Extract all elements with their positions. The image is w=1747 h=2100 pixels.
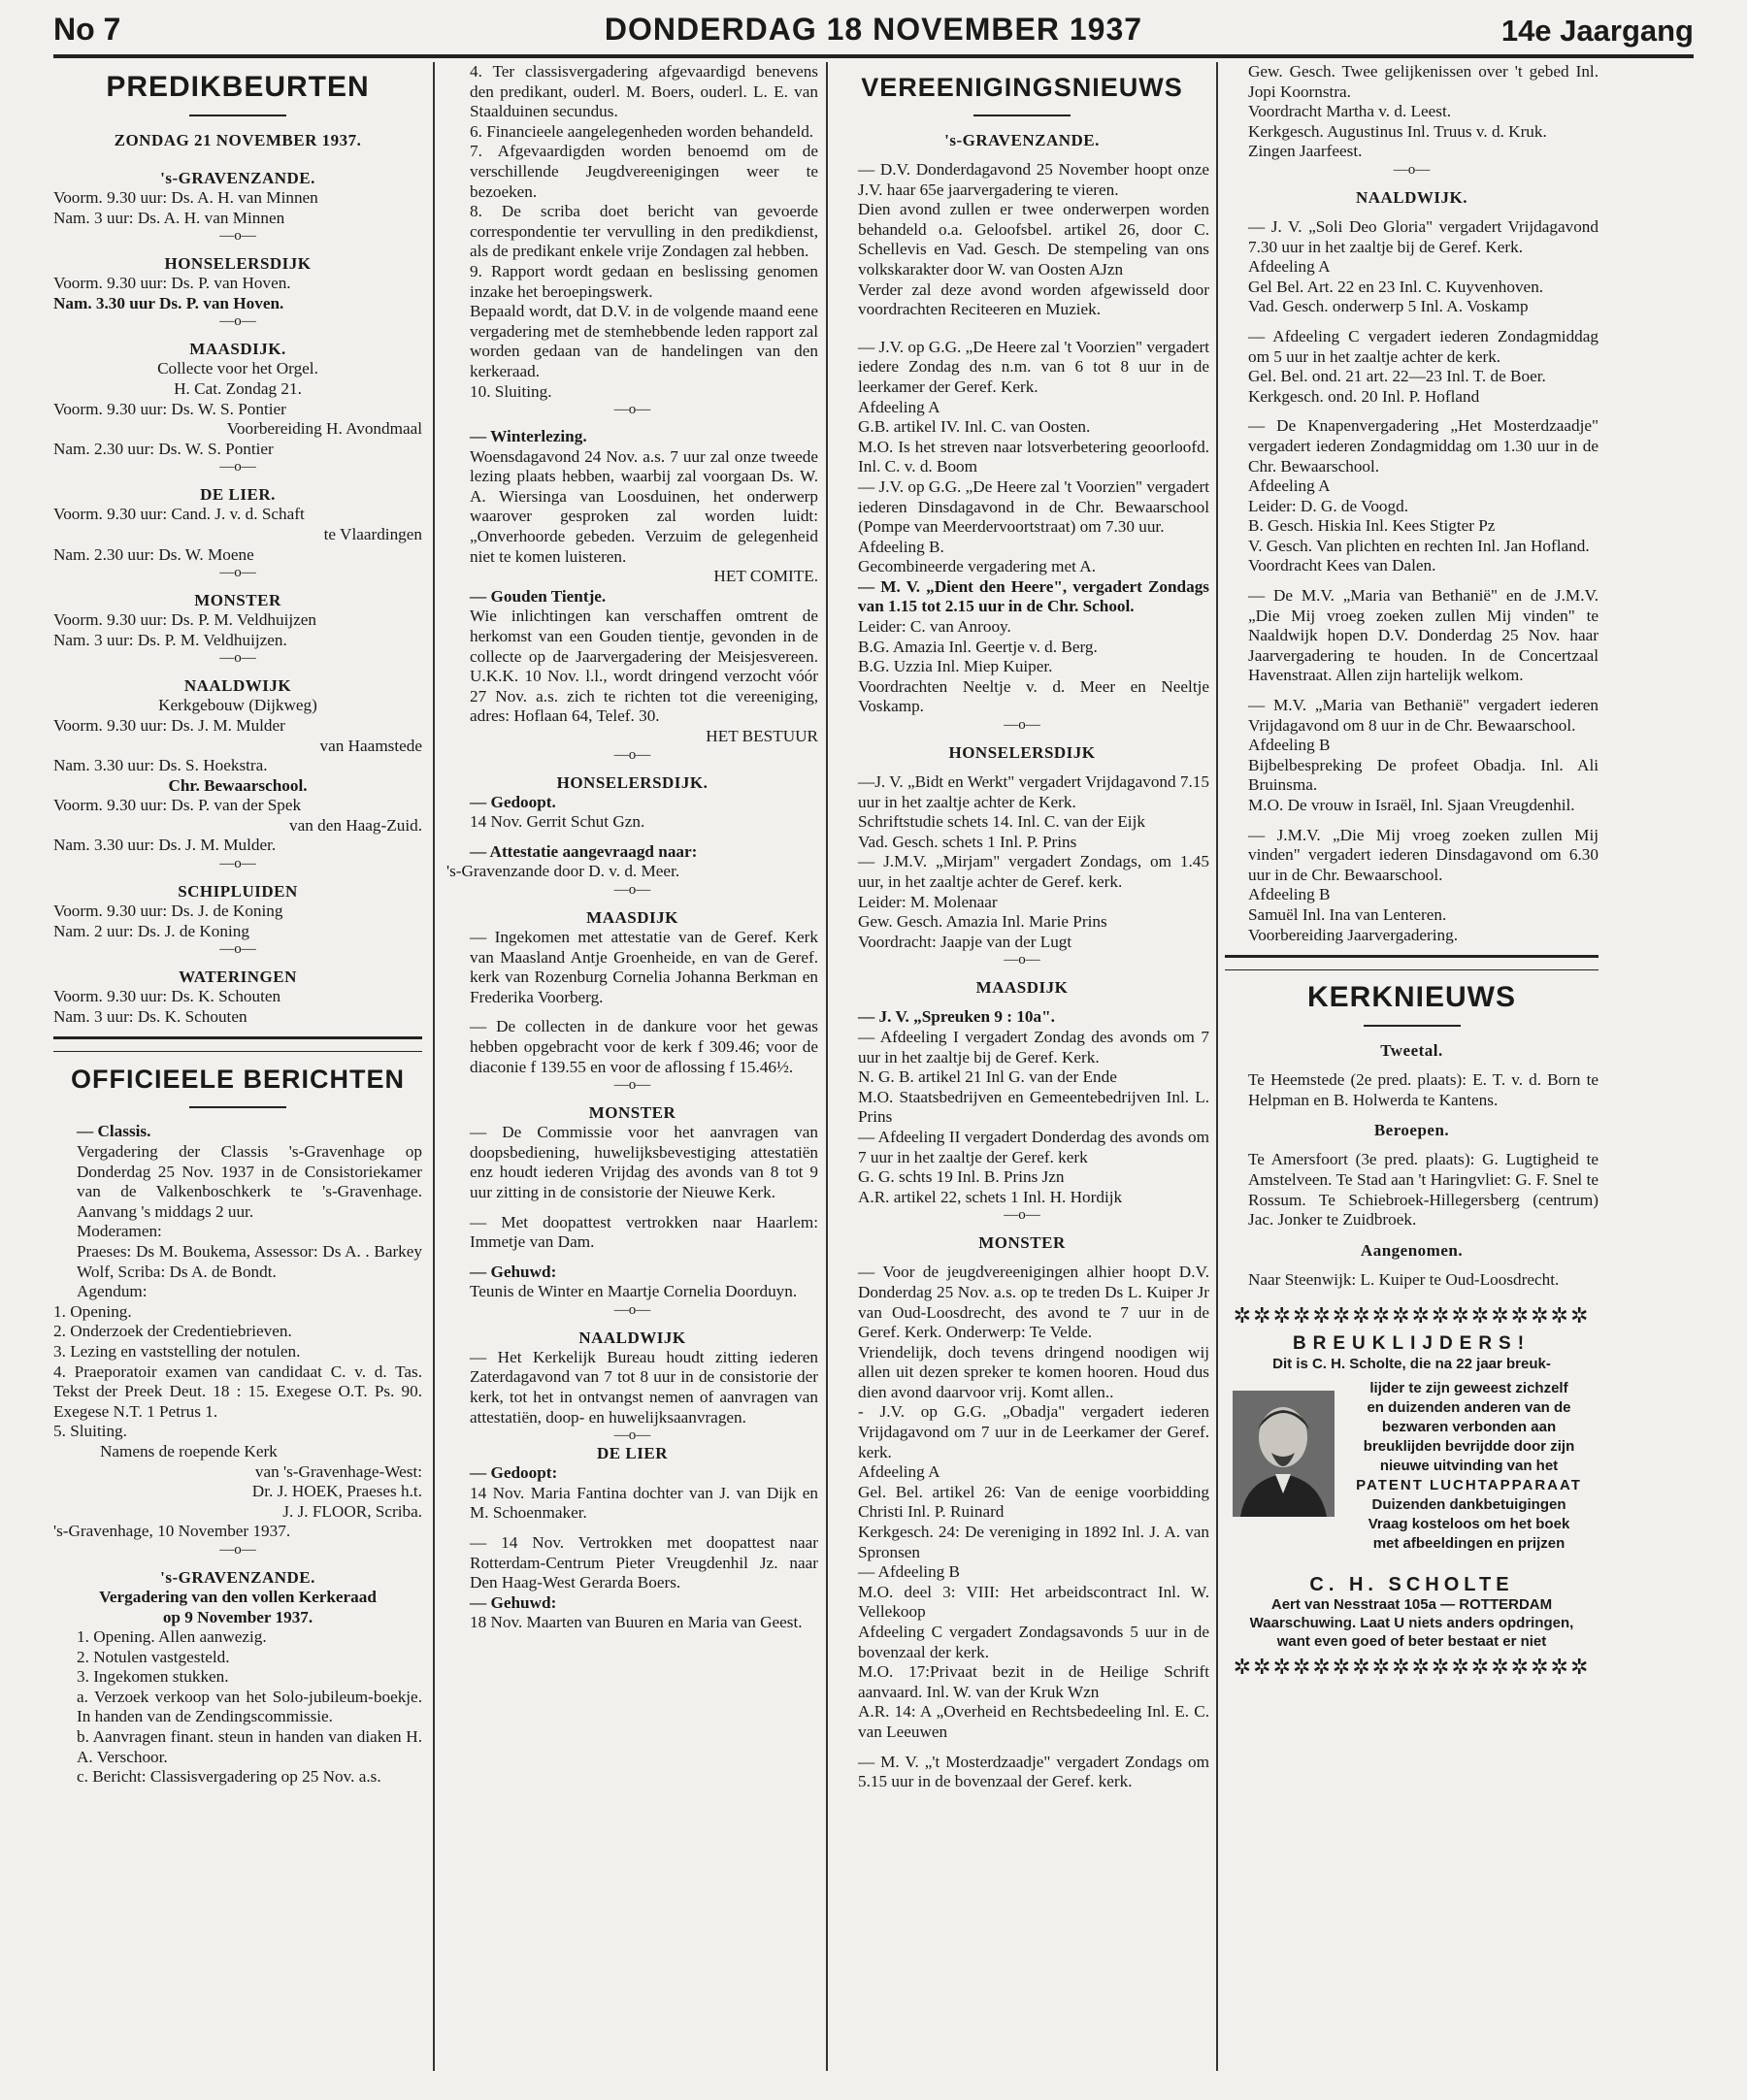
article-text: Afdeeling B. xyxy=(858,537,944,556)
signature: J. J. FLOOR, Scriba. xyxy=(282,1501,422,1521)
section-rule xyxy=(53,1036,422,1039)
ad-line: breuklijden bevrijdde door zijn xyxy=(1363,1437,1575,1455)
article-text: Voordracht Kees van Dalen. xyxy=(1248,556,1436,575)
place-heading: MONSTER xyxy=(588,1103,676,1123)
article-text: 14 Nov. Gerrit Schut Gzn. xyxy=(470,812,645,832)
article-text: Zingen Jaarfeest. xyxy=(1248,142,1363,161)
service-line: Nam. 3 uur: Ds. P. M. Veldhuijzen. xyxy=(53,630,287,649)
article-subtitle: op 9 November 1937. xyxy=(162,1607,313,1626)
advertisement xyxy=(1225,1303,1599,1681)
agenda-item: 1. Opening. Allen aanwezig. xyxy=(77,1627,267,1647)
article-text: Woensdagavond 24 Nov. a.s. 7 uur zal onze tweede lezing plaats hebben, waarbij zal voorgaan Ds. W. A. Wiersinga van Loosduinen, het onderwerp waarover gesproken zal worden luidt: „Onverhoorde gebeden. Verzuim de gelegenheid niet te komen luisteren. xyxy=(470,446,818,566)
divider xyxy=(973,115,1071,116)
section-rule xyxy=(1225,955,1599,958)
article-text: Kerkgesch. Augustinus Inl. Truus v. d. Kruk. xyxy=(1248,121,1547,141)
article-text: B.G. Uzzia Inl. Miep Kuiper. xyxy=(858,657,1053,676)
article-text: — J.V. op G.G. „De Heere zal 't Voorzien" vergadert iederen Dinsdagavond in de Chr. Bewaarschool (Pompe van Meerdervoortstraat) om 7.30 uur. xyxy=(858,476,1209,537)
article-text: Voordracht: Jaapje van der Lugt xyxy=(858,932,1072,951)
ornament: —o— xyxy=(613,881,651,898)
place-heading: WATERINGEN xyxy=(179,968,297,987)
ornament: —o— xyxy=(1004,717,1040,734)
article-text: Te Heemstede (2e pred. plaats): E. T. v. d. Born te Helpman en B. Holwerda te Kantens. xyxy=(1248,1070,1599,1109)
article-text: M.O. Is het streven naar lotsverbetering geoorloofd. Inl. C. v. d. Boom xyxy=(858,437,1209,476)
agenda-item: 3. Lezing en vaststelling der notulen. xyxy=(53,1341,301,1361)
article-text: Voordracht Martha v. d. Leest. xyxy=(1248,102,1452,121)
article-text: — De Commissie voor het aanvragen van doopsbediening, huwelijksbevestiging attestatiën enz houdt iederen Vrijdag des avonds van 8 tot 9 uur zitting in de consistorie der Nieuwe Kerk. xyxy=(470,1123,818,1201)
service-line: Voorm. 9.30 uur: Ds. P. M. Veldhuijzen xyxy=(53,610,317,630)
ad-line: Duizenden dankbetuigingen xyxy=(1371,1495,1566,1513)
article-text: Gel. Bel. ond. 21 art. 22—23 Inl. T. de Boer. xyxy=(1248,367,1546,386)
article-text: M.O. deel 3: VIII: Het arbeidscontract Inl. W. Vellekoop xyxy=(858,1582,1209,1622)
service-line: Voorm. 9.30 uur: Ds. K. Schouten xyxy=(53,987,281,1006)
article-heading: — Gouden Tientje. xyxy=(470,586,607,606)
signature: van 's-Gravenhage-West: xyxy=(254,1461,422,1481)
article-text: —J. V. „Bidt en Werkt" vergadert Vrijdagavond 7.15 uur in het zaaltje achter de Kerk. xyxy=(858,772,1209,811)
service-date: ZONDAG 21 NOVEMBER 1937. xyxy=(114,131,362,149)
service-line: van Haamstede xyxy=(319,736,422,755)
column-3 xyxy=(835,62,1209,2090)
star-border: ✲✲✲✲✲✲✲✲✲✲✲✲✲✲✲✲✲✲ xyxy=(1233,1655,1591,1680)
article-text: Praeses: Ds M. Boukema, Assessor: Ds A. . Barkey Wolf, Scriba: Ds A. de Bondt. xyxy=(77,1242,422,1281)
article-text: Leider: C. van Anrooy. xyxy=(858,617,1011,637)
service-line: Voorm. 9.30 uur: Ds. P. van der Spek xyxy=(53,796,302,815)
ornament: —o— xyxy=(1393,161,1431,178)
ornament: —o— xyxy=(219,313,256,330)
article-text: — M.V. „Maria van Bethanië" vergadert iederen Vrijdagavond om 8 uur in de Chr. Bewaarschool. xyxy=(1248,696,1599,735)
star-border: ✲✲✲✲✲✲✲✲✲✲✲✲✲✲✲✲✲✲ xyxy=(1233,1304,1591,1329)
divider xyxy=(189,115,286,116)
article-text: 7. Afgevaardigden worden benoemd om de verschillende Jeugdvereenigingen weer te bezoeken. xyxy=(470,142,818,201)
ornament: —o— xyxy=(613,1301,651,1318)
place-heading: 's-GRAVENZANDE. xyxy=(160,1567,315,1587)
service-line: H. Cat. Zondag 21. xyxy=(174,378,302,398)
article-text: Vergadering der Classis 's-Gravenhage op Donderdag 25 Nov. 1937 in de Consistoriekamer van de Valkenboschkerk te 's-Gravenhage. Aanvang 's middags 2 uur. xyxy=(77,1142,422,1221)
article-text: Gecombineerde vergadering met A. xyxy=(858,557,1096,576)
column-divider xyxy=(433,62,435,2071)
church-name: Kerkgebouw (Dijkweg) xyxy=(158,696,317,715)
article-text: Schriftstudie schets 14. Inl. C. van der Eijk xyxy=(858,812,1145,832)
article-text: — Afdeeling C vergadert iederen Zondagmiddag om 5 uur in het zaaltje achter de kerk. xyxy=(1248,326,1599,366)
article-text: Afdeeling B xyxy=(1248,885,1331,904)
article-text: B.G. Amazia Inl. Geertje v. d. Berg. xyxy=(858,637,1098,656)
article-text: Kerkgesch. 24: De vereniging in 1892 Inl. J. A. van Spronsen xyxy=(858,1523,1209,1561)
article-text: Bijbelbespreking De profeet Obadja. Inl. Ali Bruinsma. xyxy=(1248,755,1599,795)
ad-line: PATENT LUCHTAPPARAAT xyxy=(1356,1476,1582,1493)
service-line: Voorm. 9.30 uur: Ds. W. S. Pontier xyxy=(53,399,286,418)
service-line: Voorm. 9.30 uur: Ds. J. M. Mulder xyxy=(53,715,285,735)
article-heading: Aangenomen. xyxy=(1360,1240,1464,1260)
ornament: —o— xyxy=(219,941,256,958)
article-text: — J.M.V. „Mirjam" vergadert Zondags, om 1.45 uur, in het zaaltje achter de Geref. kerk. xyxy=(858,852,1209,891)
place-heading: DE LIER. xyxy=(200,485,276,505)
article-text: 9. Rapport wordt gedaan en beslissing genomen inzake het beroepingswerk. xyxy=(470,261,818,301)
ad-line: nieuwe uitvinding van het xyxy=(1379,1457,1559,1474)
ornament: —o— xyxy=(219,1541,256,1558)
agenda-item: b. Aanvragen finant. steun in handen van diaken H. A. Verschoor. xyxy=(77,1727,422,1766)
article-text: — De Knapenvergadering „Het Mosterdzaadje" vergadert iederen Zondagmiddag om 1.30 uur in de Chr. Bewaarschool. xyxy=(1248,416,1599,476)
ad-line: lijder te zijn geweest zichzelf xyxy=(1369,1379,1568,1396)
service-line: Nam. 3 uur: Ds. A. H. van Minnen xyxy=(53,208,285,227)
article-text: G. G. schts 19 Inl. B. Prins Jzn xyxy=(858,1167,1065,1187)
place-heading: HONSELERSDIJK xyxy=(164,254,312,274)
article-heading: — Classis. xyxy=(77,1122,151,1141)
article-text: — 14 Nov. Vertrokken met doopattest naar Rotterdam-Centrum Pieter Vreugdenhil Jz. naar Den Haag-West Gerarda Boers. xyxy=(470,1533,818,1592)
signature: HET BESTUUR xyxy=(706,727,818,745)
article-text: — D.V. Donderdagavond 25 November hoopt onze J.V. haar 65e jaarvergadering te vieren. xyxy=(858,160,1209,199)
service-line: te Vlaardingen xyxy=(323,524,422,543)
place-heading: MAASDIJK xyxy=(586,907,678,927)
article-text: — De collecten in de dankure voor het gewas hebben opgebracht voor de kerk f 309.46; voor de diaconie f 139.55 en voor de aflossing f 15.46½. xyxy=(470,1017,818,1076)
article-text: — Ingekomen met attestatie van de Geref. Kerk van Maasland Antje Groenheide, en van de Geref. kerk van Rozenburg Cornelia Johanna Berkman en Frederika Voorberg. xyxy=(470,927,818,1006)
article-text: V. Gesch. Van plichten en rechten Inl. Jan Hofland. xyxy=(1248,536,1590,555)
place-heading: NAALDWIJK. xyxy=(1355,187,1468,207)
ornament: —o— xyxy=(613,1427,651,1444)
article-text: 10. Sluiting. xyxy=(470,381,552,401)
article-text: Kerkgesch. ond. 20 Inl. P. Hofland xyxy=(1248,386,1480,406)
agenda-item: c. Bericht: Classisvergadering op 25 Nov. a.s. xyxy=(77,1767,381,1787)
article-text: Gel. Bel. artikel 26: Van de eenige voorbidding Christi Inl. P. Ruinard xyxy=(858,1482,1209,1522)
article-text: Gew. Gesch. Twee gelijkenissen over 't gebed Inl. Jopi Koornstra. xyxy=(1248,62,1599,101)
article-text: — J.M.V. „Die Mij vroeg zoeken zullen Mij vinden" vergadert iederen Dinsdagavond om 6.30 uur in de Chr. Bewaarschool. xyxy=(1248,825,1599,884)
church-name: Chr. Bewaarschool. xyxy=(168,775,308,795)
place-heading: NAALDWIJK xyxy=(578,1328,686,1347)
ad-warning: want even goed of beter bestaat er niet xyxy=(1276,1632,1547,1650)
article-text: Afdeeling A xyxy=(858,397,940,416)
article-text: — Afdeeling B xyxy=(858,1562,961,1582)
service-line: Nam. 3 uur: Ds. K. Schouten xyxy=(53,1006,247,1026)
article-text: - J.V. op G.G. „Obadja" vergadert iederen Vrijdagavond om 7 uur in de Leerkamer der Geref. kerk. xyxy=(858,1402,1209,1461)
article-heading: Beroepen. xyxy=(1373,1121,1450,1140)
column-1 xyxy=(53,62,422,2090)
article-text: — Met doopattest vertrokken naar Haarlem: Immetje van Dam. xyxy=(470,1212,818,1252)
article-text: A.R. 14: A „Overheid en Rechtsbedeeling Inl. E. C. van Leeuwen xyxy=(858,1702,1209,1741)
article-text: A.R. artikel 22, schets 1 Inl. H. Hordijk xyxy=(858,1187,1123,1206)
place-heading: SCHIPLUIDEN xyxy=(178,882,298,902)
article-text: Voorbereiding Jaarvergadering. xyxy=(1248,925,1459,944)
service-line: Nam. 2.30 uur: Ds. W. S. Pontier xyxy=(53,439,274,458)
article-text: Afdeeling B xyxy=(1248,736,1331,755)
article-heading: Tweetal. xyxy=(1380,1041,1443,1061)
article-text: Voordrachten Neeltje v. d. Meer en Neeltje Voskamp. xyxy=(858,676,1209,716)
article-text: Verder zal deze avond worden afgewisseld door voordrachten Reciteeren en Muziek. xyxy=(858,279,1209,319)
article-text: Leider: D. G. de Voogd. xyxy=(1248,496,1409,515)
service-line: Nam. 3.30 uur: Ds. S. Hoekstra. xyxy=(53,756,268,775)
service-line: Voorm. 9.30 uur: Ds. J. de Koning xyxy=(53,902,283,921)
ad-line: Vraag kosteloos om het boek xyxy=(1368,1515,1570,1532)
agenda-item: a. Verzoek verkoop van het Solo-jubileum-boekje. In handen van de Zendingscommissie. xyxy=(77,1687,422,1726)
article-text: Wie inlichtingen kan verschaffen omtrent de herkomst van een Gouden tientje, gevonden in de collecte op de Jaarvergadering der Meisjesvereen. U.K.K. 10 Nov. l.l., wordt dringend verzocht vóór 27 Nov. a.s. zich te richten tot die vereeniging, adres: Hoflaan 64, Telef. 30. xyxy=(470,607,818,726)
article-text: M.O. 17:Privaat bezit in de Heilige Schrift aanvaard. Inl. W. van der Kruk Wzn xyxy=(858,1662,1209,1701)
service-line: Voorm. 9.30 uur: Cand. J. v. d. Schaft xyxy=(53,505,305,524)
article-heading: — Attestatie aangevraagd naar: xyxy=(470,841,698,861)
article-text: Afdeeling C vergadert Zondagsavonds 5 uur in de bovenzaal der kerk. xyxy=(858,1623,1209,1661)
ornament: —o— xyxy=(219,856,256,872)
issue-number: No 7 xyxy=(53,12,121,47)
article-text: Afdeeling A xyxy=(1248,476,1331,496)
place-heading: NAALDWIJK xyxy=(183,676,292,696)
article-text: — Afdeeling I vergadert Zondag des avonds om 7 uur in het zaaltje bij de Geref. Kerk. xyxy=(858,1027,1209,1066)
article-text: 6. Financieele aangelegenheden worden behandeld. xyxy=(470,121,814,141)
place-heading: DE LIER xyxy=(597,1444,668,1463)
article-text: — Voor de jeugdvereenigingen alhier hoopt D.V. Donderdag 25 Nov. a.s. op te treden Ds L. Kuiper Jr van Oud-Loosdrecht, des avond te 7 uur in de Geref. Kerk. Onderwerp: Te Velde. xyxy=(858,1263,1209,1342)
place-heading: 's-GRAVENZANDE. xyxy=(160,169,315,187)
place-heading: HONSELERSDIJK xyxy=(948,743,1096,763)
article-text: B. Gesch. Hiskia Inl. Kees Stigter Pz xyxy=(1248,516,1496,536)
column-divider xyxy=(1216,62,1218,2071)
article-heading: — Gehuwd: xyxy=(470,1262,557,1281)
article-text: — M. V. „Dient den Heere", vergadert Zondags van 1.15 tot 2.15 uur in de Chr. School. xyxy=(858,576,1209,616)
ad-title: BREUKLIJDERS! xyxy=(1292,1333,1532,1355)
portrait-photo xyxy=(1233,1391,1335,1517)
article-text: Te Amersfoort (3e pred. plaats): G. Lugtigheid te Amstelveen. Te Stad aan 't Haringvliet: G. F. Snel te Rossum. Te Schiebroek-Hillegersberg (centrum) Jac. Jonker te Zuidbroek. xyxy=(1248,1150,1599,1230)
divider xyxy=(1364,1025,1461,1027)
ornament: —o— xyxy=(219,650,256,667)
issue-date: DONDERDAG 18 NOVEMBER 1937 xyxy=(604,12,1143,47)
article-text: Vad. Gesch. schets 1 Inl. P. Prins xyxy=(858,832,1077,851)
article-text: Vriendelijk, doch tevens dringend noodigen wij allen uit dezen spreker te komen hooren. Houd dus dien avond daarvoor vrij. Komt allen.. xyxy=(858,1342,1209,1401)
divider xyxy=(189,1106,286,1108)
signature: Namens de roepende Kerk xyxy=(100,1441,278,1460)
article-text: Afdeeling A xyxy=(1248,257,1331,277)
agenda-item: 3. Ingekomen stukken. xyxy=(77,1667,229,1687)
article-heading: — Gehuwd: xyxy=(470,1592,557,1612)
article-text: — J.V. op G.G. „De Heere zal 't Voorzien" vergadert iedere Zondag des n.m. van 6 tot 8 uur in de leerkamer der Geref. Kerk. xyxy=(858,337,1209,396)
ad-line: met afbeeldingen en prijzen xyxy=(1372,1534,1566,1552)
place-heading: MAASDIJK. xyxy=(189,340,286,359)
article-text: Gel Bel. Art. 22 en 23 Inl. C. Kuyvenhoven. xyxy=(1248,277,1544,296)
article-text: — De M.V. „Maria van Bethanië" en de J.M.V. „Die Mij vroeg zoeken zullen Mij vinden" te Naaldwijk hopen D.V. Donderdag 25 Nov. haar Jaarvergadering te houden. In de Concertzaal Havenstraat. Allen zijn hartelijk welkom. xyxy=(1248,586,1599,685)
place-heading: MONSTER xyxy=(978,1233,1066,1253)
article-text: Samuël Inl. Ina van Lenteren. xyxy=(1248,904,1447,924)
article-text: Leider: M. Molenaar xyxy=(858,892,998,911)
masthead-rule xyxy=(53,54,1694,58)
ad-address: Aert van Nesstraat 105a — ROTTERDAM xyxy=(1270,1595,1553,1613)
ad-subtitle: Dit is C. H. Scholte, die na 22 jaar breuk- xyxy=(1272,1355,1551,1372)
column-4 xyxy=(1225,62,1599,2090)
place-heading: HONSELERSDIJK. xyxy=(556,772,709,792)
article-text: — M. V. „'t Mosterdzaadje" vergadert Zondags om 5.15 uur in de bovenzaal der Geref. kerk. xyxy=(858,1752,1209,1791)
place-heading: MONSTER xyxy=(194,591,281,610)
service-line: Voorbereiding H. Avondmaal xyxy=(226,419,422,439)
section-title-officieele-berichten: OFFICIEELE BERICHTEN xyxy=(70,1065,405,1095)
article-text: Dien avond zullen er twee onderwerpen worden behandeld o.a. Geloofsbel. artikel 26, door C. Schellevis en Vad. Gesch. De stempeling van ons volkskarakter door W. van Oosten AJzn xyxy=(858,200,1209,279)
ad-text xyxy=(1339,1379,1599,1554)
article-text: M.O. Staatsbedrijven en Gemeentebedrijven Inl. L. Prins xyxy=(858,1087,1209,1127)
ad-line: en duizenden anderen van de xyxy=(1367,1398,1571,1416)
ad-warning: Waarschuwing. Laat U niets anders opdringen, xyxy=(1249,1614,1574,1631)
service-line: van den Haag-Zuid. xyxy=(289,815,422,835)
section-title-predikbeurten: PREDIKBEURTEN xyxy=(106,71,370,103)
article-text: Gew. Gesch. Amazia Inl. Marie Prins xyxy=(858,912,1107,932)
article-text: Moderamen: xyxy=(77,1222,162,1241)
section-rule xyxy=(53,1051,422,1052)
article-text: Naar Steenwijk: L. Kuiper te Oud-Loosdrecht. xyxy=(1248,1269,1560,1289)
agenda-item: 2. Notulen vastgesteld. xyxy=(77,1647,230,1666)
article-text: Teunis de Winter en Maartje Cornelia Doorduyn. xyxy=(470,1282,798,1301)
place-heading: MAASDIJK xyxy=(975,978,1069,998)
ornament: —o— xyxy=(1004,952,1040,968)
place-heading: 's-GRAVENZANDE. xyxy=(944,131,1100,149)
article-text: 's-Gravenzande door D. v. d. Meer. xyxy=(446,862,680,881)
service-line: Nam. 2.30 uur: Ds. W. Moene xyxy=(53,544,254,564)
masthead xyxy=(53,8,1694,58)
service-line: Collecte voor het Orgel. xyxy=(157,359,318,378)
article-text: Bepaald wordt, dat D.V. in de volgende maand eene vergadering met de stemhebbende leden rapport zal worden gedaan van de handelingen van den kerkeraad. xyxy=(470,302,818,380)
agenda-item: 5. Sluiting. xyxy=(53,1422,127,1441)
article-text: 4. Ter classisvergadering afgevaardigd benevens den predikant, ouderl. M. Boers, ouderl. L. E. van Staalduinen secundus. xyxy=(470,62,818,121)
article-text: Vad. Gesch. onderwerp 5 Inl. A. Voskamp xyxy=(1248,297,1529,316)
service-line: Nam. 3.30 uur: Ds. J. M. Mulder. xyxy=(53,836,277,855)
article-heading: — Winterlezing. xyxy=(470,427,587,446)
article-text: 18 Nov. Maarten van Buuren en Maria van Geest. xyxy=(470,1613,803,1632)
ornament: —o— xyxy=(219,228,256,245)
article-subtitle: Vergadering van den vollen Kerkeraad xyxy=(99,1587,377,1606)
section-rule xyxy=(1225,969,1599,970)
service-line: Nam. 3.30 uur Ds. P. van Hoven. xyxy=(53,293,284,312)
ornament: —o— xyxy=(613,402,651,418)
ad-line: bezwaren verbonden aan xyxy=(1381,1418,1557,1435)
article-text: — Het Kerkelijk Bureau houdt zitting iederen Zaterdagavond van 7 tot 8 uur in de consistorie der kerk, tot het in ontvangst nemen of aanvragen van attestatiën, doop- en huwelijksaanvragen. xyxy=(470,1347,818,1427)
article-text: — J. V. „Spreuken 9 : 10a". xyxy=(858,1007,1055,1027)
article-text: — J. V. „Soli Deo Gloria" vergadert Vrijdagavond 7.30 uur in het zaaltje bij de Geref. Kerk. xyxy=(1248,216,1599,256)
signature: Dr. J. HOEK, Praeses h.t. xyxy=(251,1482,422,1501)
column-2 xyxy=(446,62,818,2090)
article-text: 14 Nov. Maria Fantina dochter van J. van Dijk en M. Schoenmaker. xyxy=(470,1483,818,1523)
agenda-item: 2. Onderzoek der Credentiebrieven. xyxy=(53,1322,292,1341)
article-text: Afdeeling A xyxy=(858,1462,940,1482)
ad-company-name: C. H. SCHOLTE xyxy=(1309,1573,1514,1595)
ornament: —o— xyxy=(613,746,651,763)
ornament: —o— xyxy=(219,459,256,476)
ornament: —o— xyxy=(613,1077,651,1094)
article-text: M.O. De vrouw in Israël, Inl. Sjaan Vreugdenhil. xyxy=(1248,796,1575,814)
article-text: N. G. B. artikel 21 Inl G. van der Ende xyxy=(858,1067,1117,1087)
column-divider xyxy=(826,62,828,2071)
service-line: Nam. 2 uur: Ds. J. de Koning xyxy=(53,921,249,940)
section-title-kerknieuws: KERKNIEUWS xyxy=(1306,981,1516,1014)
ornament: —o— xyxy=(1004,1207,1040,1224)
article-heading: — Gedoopt: xyxy=(470,1463,558,1483)
ad-body xyxy=(1225,1379,1599,1573)
service-line: Voorm. 9.30 uur: Ds. P. van Hoven. xyxy=(53,274,291,293)
article-text: Agendum: xyxy=(77,1282,148,1301)
article-text: — Afdeeling II vergadert Donderdag des avonds om 7 uur in het zaaltje der Geref. kerk xyxy=(858,1127,1209,1166)
signature: 's-Gravenhage, 10 November 1937. xyxy=(53,1522,291,1541)
volume: 14e Jaargang xyxy=(1500,14,1694,48)
signature: HET COMITE. xyxy=(713,567,818,586)
ornament: —o— xyxy=(219,565,256,581)
article-text: G.B. artikel IV. Inl. C. van Oosten. xyxy=(858,417,1091,437)
section-title-vereenigingsnieuws: VEREENIGINGSNIEUWS xyxy=(861,73,1183,102)
article-text: 8. De scriba doet bericht van gevoerde correspondentie ter vervulling in den predikdienst, als de predikant enkele vrije Zondagen zal hebben. xyxy=(470,202,818,261)
agenda-item: 1. Opening. xyxy=(53,1301,132,1321)
agenda-item: 4. Praeporatoir examen van candidaat C. v. d. Tas. Tekst der Preek Deut. 18 : 15. Exegese O.T. Ps. 90. Exegese N.T. 1 Petrus 1. xyxy=(53,1362,422,1421)
article-heading: — Gedoopt. xyxy=(470,792,556,811)
service-line: Voorm. 9.30 uur: Ds. A. H. van Minnen xyxy=(53,188,318,207)
